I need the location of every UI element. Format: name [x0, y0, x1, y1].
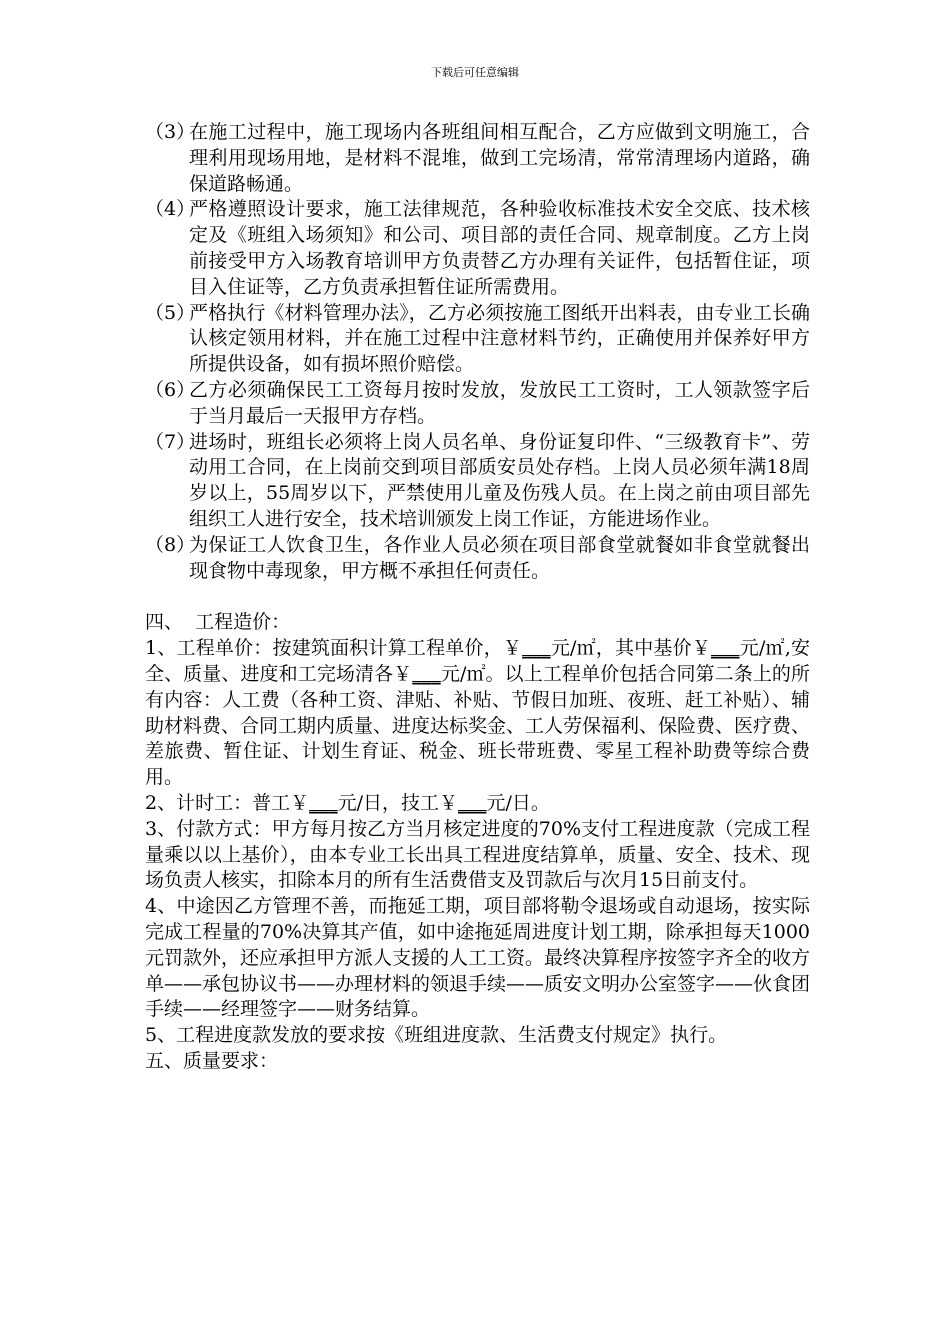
list-item-6 — [145, 378, 810, 430]
section-heading-5: 五、质量要求： — [145, 1049, 279, 1072]
blank-field: ___ — [711, 637, 740, 660]
list-item-text: 乙方必须确保民工工资每月按时发放，发放民工工资时，工人领款签字后于当月最后一天报甲方存档。 — [189, 378, 810, 427]
list-item-text: 严格遵照设计要求，施工法律规范，各种验收标准技术安全交底、技术核定及《班组入场须知》和公司、项目部的责任合同、规章制度。乙方上岗前接受甲方入场教育培训甲方负责替乙方办理有关证件，包括暂住证，项目入住证等，乙方负责承担暂住证所需费用。 — [189, 198, 810, 298]
blank-field: ___ — [309, 791, 338, 814]
hourly-labor-text-a: 2、计时工：普工￥ — [145, 791, 310, 814]
section-spacer — [145, 584, 810, 610]
paragraph-payment-method: 3、付款方式：甲方每月按乙方当月核定进度的70%支付工程进度款（完成工程量乘以以上基价），由本专业工长出具工程进度结算单，质量、安全、技术、现场负责人核实，扣除本月的所有生活费借支及罚款后与次月15日前支付。 — [145, 817, 810, 892]
list-item-8 — [145, 533, 810, 585]
unit-price-text-a: 1、工程单价：按建筑面积计算工程单价，￥ — [145, 637, 523, 660]
hourly-labor-text-c: 元/日。 — [486, 791, 550, 814]
paragraph-progress-payment: 5、工程进度款发放的要求按《班组进度款、生活费支付规定》执行。 — [145, 1024, 728, 1047]
section-heading-4: 四、 工程造价： — [145, 611, 291, 634]
list-item-4 — [145, 197, 810, 300]
blank-field: ___ — [522, 637, 551, 660]
list-item-5 — [145, 301, 810, 378]
document-body — [145, 120, 810, 1075]
paragraph-unit-price — [145, 636, 810, 791]
list-item-7 — [145, 430, 810, 533]
list-item-text: 进场时，班组长必须将上岗人员名单、身份证复印件、“三级教育卡”、劳动用工合同，在上岗前交到项目部质安员处存档。上岗人员必须年满18周岁以上，55周岁以下，严禁使用儿童及伤残人员。在上岗之前由项目部先组织工人进行安全，技术培训颁发上岗工作证，方能进场作业。 — [189, 430, 810, 530]
unit-price-text-c: 元/㎡,安全、质量、进度和工完场清各￥ — [145, 637, 810, 685]
unit-price-text-b: 元/㎡，其中基价￥ — [550, 637, 712, 660]
list-item-text: 为保证工人饮食卫生，各作业人员必须在项目部食堂就餐如非食堂就餐出现食物中毒现象，甲方概不承担任何责任。 — [189, 533, 810, 582]
list-item-number: （7） — [145, 430, 196, 453]
list-item-3 — [145, 120, 810, 197]
list-item-number: （4） — [145, 198, 196, 221]
page-header: 下载后可任意编辑 — [431, 66, 519, 79]
blank-field: ___ — [412, 662, 441, 685]
list-item-number: （8） — [145, 533, 196, 556]
blank-field: ___ — [458, 791, 487, 814]
unit-price-text-d: 元/㎡。以上工程单价包括合同第二条上的所有内容：人工费（各种工资、津贴、补贴、节假日加班、夜班、赶工补贴）、辅助材料费、合同工期内质量、进度达标奖金、工人劳保福利、保险费、医疗费、差旅费、暂住证、计划生育证、税金、班长带班费、零星工程补助费等综合费用。 — [145, 662, 811, 789]
list-item-text: 严格执行《材料管理办法》，乙方必须按施工图纸开出料表，由专业工长确认核定领用材料，并在施工过程中注意材料节约，正确使用并保养好甲方所提供设备，如有损坏照价赔偿。 — [189, 301, 810, 376]
list-item-text: 在施工过程中，施工现场内各班组间相互配合，乙方应做到文明施工，合理利用现场用地，是材料不混堆，做到工完场清，常常清理场内道路，确保道路畅通。 — [189, 121, 810, 195]
list-item-number: （3） — [145, 121, 196, 143]
hourly-labor-text-b: 元/日，技工￥ — [337, 791, 458, 814]
paragraph-hourly-labor — [145, 791, 810, 817]
list-item-number: （5） — [145, 301, 196, 324]
list-item-number: （6） — [145, 378, 196, 401]
paragraph-delay-penalty: 4、中途因乙方管理不善，而拖延工期，项目部将勒令退场或自动退场，按实际完成工程量的70%决算其产值，如中途拖延周进度计划工期，除承担每天1000元罚款外，还应承担甲方派人支援的人工工资。最终决算程序按签字齐全的收方单——承包协议书——办理材料的领退手续——质安文明办公室签字——伙食团手续——经理签字——财务结算。 — [145, 895, 811, 1021]
